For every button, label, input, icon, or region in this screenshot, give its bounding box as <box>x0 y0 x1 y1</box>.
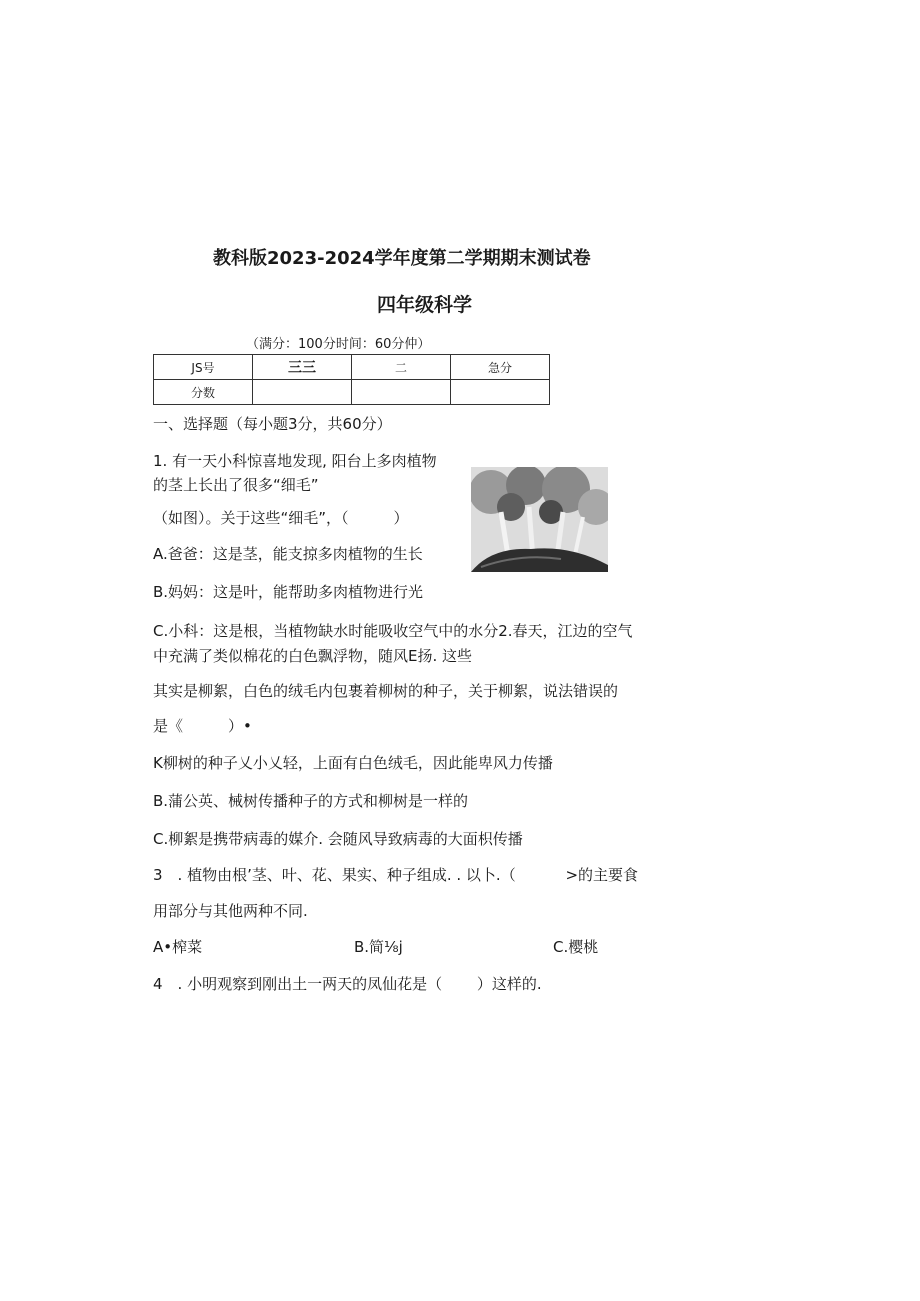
q3-option-c: C.樱桃 <box>553 938 599 956</box>
score-cell: 二 <box>352 355 451 380</box>
q3-option-a: A•榨菜 <box>153 938 203 956</box>
score-table <box>153 354 550 405</box>
question-option: B.妈妈：这是叶，能帮助多肉植物进行光 <box>153 583 424 601</box>
question-option: C.小科：这是根，当植物缺水时能吸收空气中的水分2.春天，江边的空气 <box>153 622 633 640</box>
question-line: 1. 有一天小科惊喜地发现, 阳台上多肉植物 <box>153 452 437 470</box>
question-line: 3 . 植物由根’茎、叶、花、果实、种子组成. . 以卜.（ >的主要食 <box>153 866 639 884</box>
score-cell: 三三 <box>253 355 352 380</box>
question-line: 其实是柳絮，白色的绒毛内包裹着柳树的种子，关于柳絮，说法错误的 <box>153 682 619 700</box>
exam-title: 教科版2023-2024学年度第二学期期末测试卷 <box>213 248 591 269</box>
succulent-photo <box>471 467 608 572</box>
score-cell: 急分 <box>451 355 550 380</box>
question-option: B.蒲公英、械树传播种子的方式和柳树是一样的 <box>153 792 469 810</box>
question-line: 的茎上长出了很多“细毛” <box>153 476 319 494</box>
question-line: 用部分与其他两种不同. <box>153 902 308 920</box>
exam-subtitle: 四年级科学 <box>377 294 473 316</box>
succulent-image <box>471 467 608 572</box>
question-line: 是《 ）• <box>153 717 252 735</box>
question-option: A.爸爸：这是茎，能支掠多肉植物的生长 <box>153 545 423 563</box>
score-table-score-row <box>154 380 550 405</box>
score-cell <box>253 380 352 405</box>
exam-meta: （满分：100分时间：60分仲） <box>246 337 431 352</box>
question-line: （如图）。关于这些“细毛”，（ ） <box>153 509 409 527</box>
question-line: 中充满了类似棉花的白色飘浮物，随风E扬. 这些 <box>153 647 473 665</box>
score-table-header-row <box>154 355 550 380</box>
score-cell: 分数 <box>154 380 253 405</box>
question-option: C.柳絮是携带病毒的媒介. 会随风导致病毒的大面枳传播 <box>153 830 523 848</box>
question-line: 4 . 小明观察到刚出土一两天的凤仙花是（ ）这样的. <box>153 975 542 993</box>
score-cell: JS号 <box>154 355 253 380</box>
question-option: K柳树的种子乂小乂轻，上面有白色绒毛，因此能卑风力传播 <box>153 754 553 772</box>
q3-option-b: B.简⅛j <box>354 938 403 956</box>
section-heading: 一、选择题（每小题3分，共60分） <box>153 415 392 433</box>
score-cell <box>451 380 550 405</box>
score-cell <box>352 380 451 405</box>
